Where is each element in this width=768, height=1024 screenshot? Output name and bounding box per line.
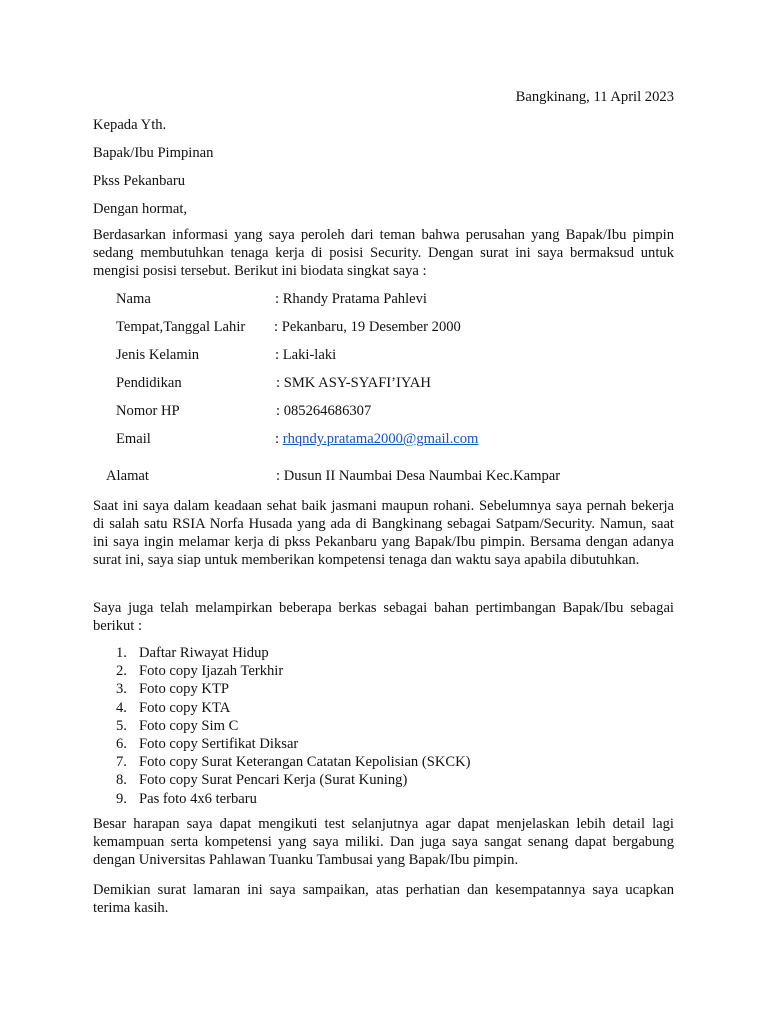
biodata-label: Nama [116,291,151,307]
biodata-value: : SMK ASY-SYAFI’IYAH [276,375,431,391]
list-text: Foto copy KTP [139,681,229,698]
letter-date: Bangkinang, 11 April 2023 [515,89,674,105]
biodata-label: Email [116,431,151,447]
list-item [111,753,471,771]
list-item [111,699,471,717]
list-text: Foto copy Surat Pencari Kerja (Surat Kuning) [139,772,408,789]
biodata-label: Pendidikan [116,375,182,391]
greeting: Dengan hormat, [93,201,188,217]
biodata-value: : Dusun II Naumbai Desa Naumbai Kec.Kampar [276,468,561,484]
email-prefix: : [275,431,283,447]
condition-paragraph: Saat ini saya dalam keadaan sehat baik jasmani maupun rohani. Sebelumnya saya pernah bekerja di salah satu RSIA Norfa Husada yang ada di Bangkinang sebagai Satpam/Security. Namun, saat ini saya ingin melamar kerja di pkss Pekanbaru yang Bapak/Ibu pimpin. Bersama dengan adanya surat ini, saya siap untuk memberikan kompetensi tenaga dan waktu saya apabila dibutuhkan. [93,498,674,568]
list-item [111,680,471,698]
list-number: 6. [116,736,127,753]
biodata-value [275,430,478,448]
biodata-value: : Rhandy Pratama Pahlevi [275,291,427,307]
list-number: 4. [116,699,127,716]
list-item [111,771,471,789]
list-text: Foto copy Sim C [139,717,239,734]
list-number: 2. [116,663,127,680]
email-link[interactable]: rhqndy.pratama2000@gmail.com [282,431,479,447]
list-item [111,790,471,808]
biodata-label: Jenis Kelamin [116,347,200,363]
attachments-intro-paragraph: Saya juga telah melampirkan beberapa berkas sebagai bahan pertimbangan Bapak/Ibu sebagai berikut : [93,600,674,634]
list-number: 7. [116,754,127,771]
list-text: Daftar Riwayat Hidup [139,645,269,661]
biodata-label: Nomor HP [116,403,180,419]
biodata-label: Tempat,Tanggal Lahir [116,319,246,335]
list-text: Pas foto 4x6 terbaru [139,790,257,807]
list-text: Foto copy Surat Keterangan Catatan Kepolisian (SKCK) [139,754,471,771]
list-number: 5. [116,717,127,734]
closing-paragraph: Demikian surat lamaran ini saya sampaikan, atas perhatian dan kesempatannya saya ucapkan terima kasih. [93,882,674,916]
list-text: Foto copy Ijazah Terkhir [139,663,284,680]
list-item [111,662,471,680]
biodata-value: : Pekanbaru, 19 Desember 2000 [274,319,461,335]
biodata-label: Alamat [106,468,149,484]
list-number: 8. [116,772,127,789]
list-item [111,717,471,735]
list-item [111,735,471,753]
recipient-line-2: Bapak/Ibu Pimpinan [93,145,214,161]
list-text: Foto copy Sertifikat Diksar [139,736,299,753]
list-number: 9. [116,790,127,807]
list-item [111,644,471,662]
recipient-line-3: Pkss Pekanbaru [93,173,186,189]
list-number: 3. [116,681,127,698]
recipient-line-1: Kepada Yth. [93,117,167,133]
biodata-value: : 085264686307 [276,403,372,419]
list-text: Foto copy KTA [139,699,231,716]
intro-paragraph: Berdasarkan informasi yang saya peroleh dari teman bahwa perusahan yang Bapak/Ibu pimpin sedang membutuhkan tenaga kerja di posisi Security. Dengan surat ini saya bermaksud untuk mengisi posisi tersebut. Berikut ini biodata singkat saya : [93,227,674,279]
biodata-value: : Laki-laki [275,347,337,363]
list-number: 1. [116,645,127,661]
attachment-list [111,644,471,808]
hope-paragraph: Besar harapan saya dapat mengikuti test selanjutnya agar dapat menjelaskan lebih detail lagi kemampuan serta kompetensi yang saya miliki. Dan juga saya sangat senang dapat bergabung dengan Universitas Pahlawan Tuanku Tambusai yang Bapak/Ibu pimpin. [93,816,674,868]
